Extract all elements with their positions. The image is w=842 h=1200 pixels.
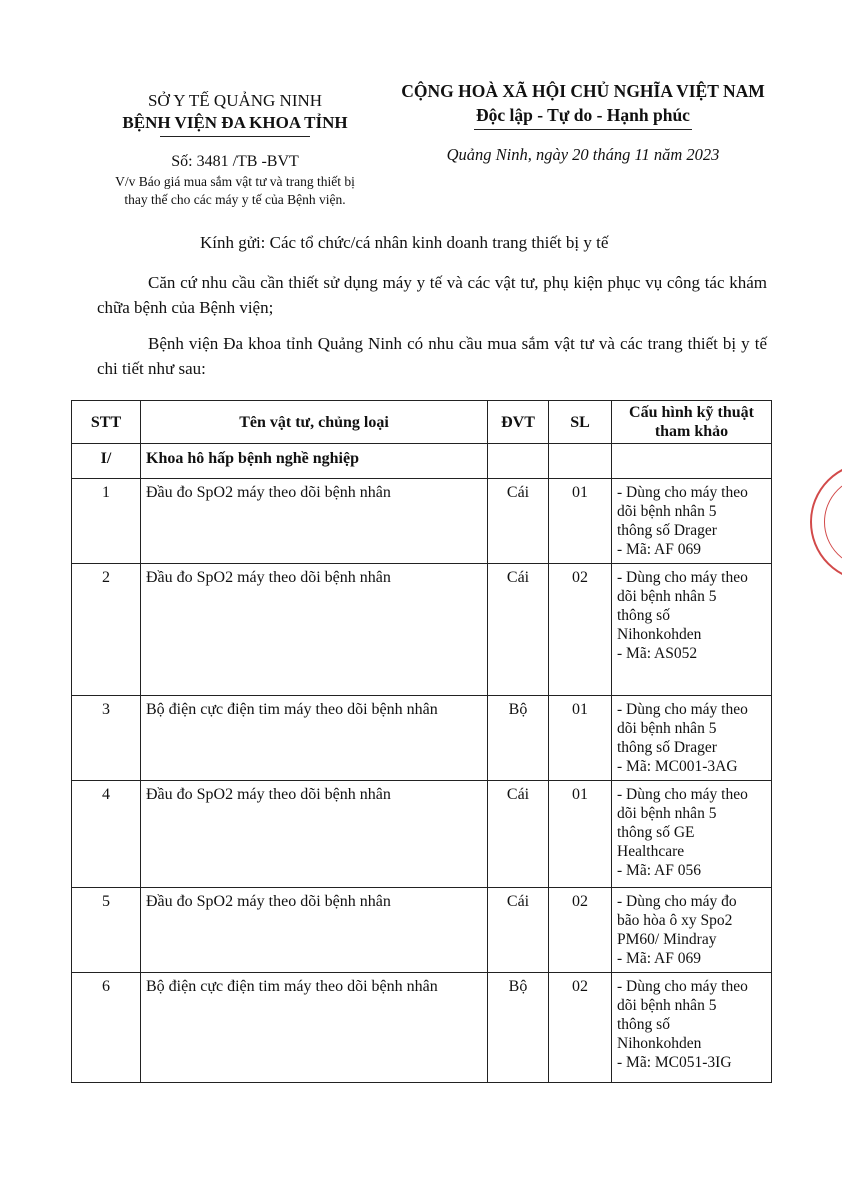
spec-line: - Mã: MC001-3AG [617, 758, 738, 775]
spec-line: dõi bệnh nhân 5 [617, 588, 717, 605]
section-name: Khoa hô hấp bệnh nghề nghiệp [141, 444, 488, 479]
row-unit: Bộ [488, 973, 549, 1083]
national-motto: Độc lập - Tự do - Hạnh phúc [476, 105, 690, 125]
spec-line: Nihonkohden [617, 626, 702, 643]
spec-line: thông số GE [617, 824, 695, 841]
table-row [72, 781, 772, 888]
row-item-name: Đầu đo SpO2 máy theo dõi bệnh nhân [141, 479, 488, 564]
row-quantity: 02 [549, 564, 612, 696]
row-stt: 4 [72, 781, 141, 888]
national-heading-block [378, 79, 788, 166]
table-row [72, 888, 772, 973]
equipment-table [71, 400, 772, 1083]
spec-line: - Dùng cho máy theo [617, 786, 748, 803]
spec-line: - Mã: AF 069 [617, 541, 701, 558]
row-stt: 3 [72, 696, 141, 781]
row-spec [612, 973, 772, 1083]
header-unit: ĐVT [488, 401, 549, 444]
section-qty-empty [549, 444, 612, 479]
spec-line: Healthcare [617, 843, 685, 860]
row-stt: 1 [72, 479, 141, 564]
row-stt: 5 [72, 888, 141, 973]
row-stt: 6 [72, 973, 141, 1083]
recipient-greeting: Kính gửi: Các tổ chức/cá nhân kinh doanh trang thiết bị y tế [200, 233, 609, 252]
row-item-name: Bộ điện cực điện tim máy theo dõi bệnh nhân [141, 696, 488, 781]
row-unit: Cái [488, 479, 549, 564]
section-unit-empty [488, 444, 549, 479]
row-unit: Bộ [488, 696, 549, 781]
spec-line: thông số [617, 607, 670, 624]
row-quantity: 01 [549, 781, 612, 888]
spec-line: Nihonkohden [617, 1035, 702, 1052]
header-quantity: SL [549, 401, 612, 444]
parent-organization: SỞ Y TẾ QUẢNG NINH [147, 91, 323, 110]
spec-line: - Mã: AF 069 [617, 950, 701, 967]
table-header-row [72, 401, 772, 444]
row-stt: 2 [72, 564, 141, 696]
spec-line: - Mã: AS052 [617, 645, 698, 662]
row-quantity: 02 [549, 973, 612, 1083]
row-quantity: 01 [549, 479, 612, 564]
section-stt: I/ [72, 444, 141, 479]
row-unit: Cái [488, 564, 549, 696]
issuing-organization-block [96, 90, 374, 209]
table-row [72, 973, 772, 1083]
spec-line: - Mã: AF 056 [617, 862, 701, 879]
nation-title: CỘNG HOÀ XÃ HỘI CHỦ NGHĨA VIỆT NAM [401, 81, 765, 101]
row-item-name: Bộ điện cực điện tim máy theo dõi bệnh nhân [141, 973, 488, 1083]
organization-underline [160, 136, 310, 137]
header-spec-line-2: tham khảo [654, 423, 729, 440]
red-seal-stamp [810, 462, 842, 582]
row-quantity: 02 [549, 888, 612, 973]
spec-line: thông số Drager [617, 739, 717, 756]
row-item-name: Đầu đo SpO2 máy theo dõi bệnh nhân [141, 781, 488, 888]
spec-line: bão hòa ô xy Spo2 [617, 912, 733, 929]
spec-line: thông số Drager [617, 522, 717, 539]
row-spec [612, 479, 772, 564]
seal-inner-ring [824, 476, 842, 568]
spec-line: dõi bệnh nhân 5 [617, 997, 717, 1014]
spec-line: - Mã: MC051-3IG [617, 1054, 732, 1071]
spec-line: dõi bệnh nhân 5 [617, 503, 717, 520]
row-spec [612, 888, 772, 973]
row-spec [612, 696, 772, 781]
header-stt: STT [72, 401, 141, 444]
header-spec [612, 401, 772, 444]
row-item-name: Đầu đo SpO2 máy theo dõi bệnh nhân [141, 888, 488, 973]
spec-line: - Dùng cho máy theo [617, 569, 748, 586]
document-date: Quảng Ninh, ngày 20 tháng 11 năm 2023 [446, 145, 720, 164]
paragraph-request: Bệnh viện Đa khoa tỉnh Quảng Ninh có nhu cầu mua sắm vật tư và các trang thiết bị y tế chi tiết như sau: [97, 334, 767, 378]
row-quantity: 01 [549, 696, 612, 781]
spec-line: - Dùng cho máy theo [617, 701, 748, 718]
subject-line-2: thay thế cho các máy y tế của Bệnh viện. [124, 192, 346, 207]
spec-line: - Dùng cho máy theo [617, 978, 748, 995]
spec-line: - Dùng cho máy theo [617, 484, 748, 501]
row-unit: Cái [488, 781, 549, 888]
paragraph-basis: Căn cứ nhu cầu cần thiết sử dụng máy y tế và các vật tư, phụ kiện phục vụ công tác khám chữa bệnh của Bệnh viện; [97, 273, 767, 317]
spec-line: dõi bệnh nhân 5 [617, 720, 717, 737]
document-number: Số: 3481 /TB -BVT [171, 153, 299, 170]
header-spec-line-1: Cấu hình kỹ thuật [629, 404, 754, 421]
spec-line: thông số [617, 1016, 670, 1033]
header-item-name: Tên vật tư, chủng loại [141, 401, 488, 444]
section-row [72, 444, 772, 479]
spec-line: PM60/ Mindray [617, 931, 717, 948]
table-row [72, 479, 772, 564]
spec-line: - Dùng cho máy đo [617, 893, 737, 910]
organization-name: BỆNH VIỆN ĐA KHOA TỈNH [122, 113, 348, 132]
motto-underline [474, 129, 692, 130]
row-spec [612, 564, 772, 696]
table-row [72, 696, 772, 781]
row-item-name: Đầu đo SpO2 máy theo dõi bệnh nhân [141, 564, 488, 696]
row-unit: Cái [488, 888, 549, 973]
section-spec-empty [612, 444, 772, 479]
table-row [72, 564, 772, 696]
row-spec [612, 781, 772, 888]
spec-line: dõi bệnh nhân 5 [617, 805, 717, 822]
subject-line-1: V/v Báo giá mua sắm vật tư và trang thiết bị [115, 174, 355, 189]
